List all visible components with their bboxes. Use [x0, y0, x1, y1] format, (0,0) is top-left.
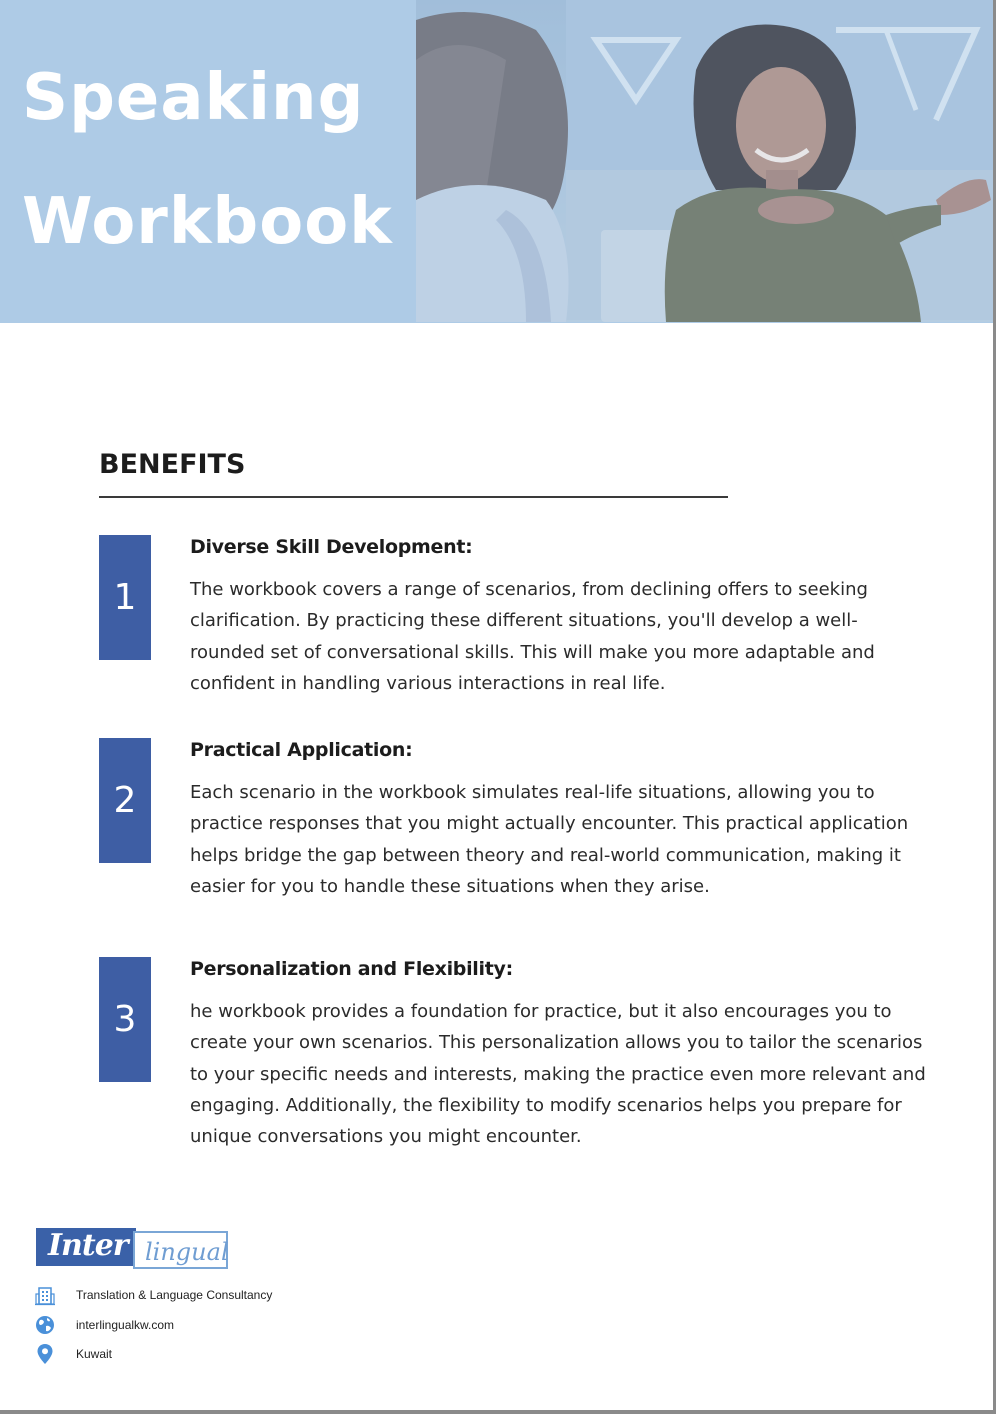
benefit-title: Practical Application:: [190, 739, 413, 761]
website-link[interactable]: interlingualkw.com: [76, 1318, 175, 1332]
title-line-2: Workbook: [22, 185, 393, 259]
benefits-heading: BENEFITS: [99, 449, 246, 480]
title-line-1: Speaking: [22, 61, 365, 135]
location-pin-icon: [34, 1343, 56, 1365]
benefit-description: The workbook covers a range of scenarios, from declining offers to seeking clarification. By practicing these different situations, you'll develop a well-rounded set of conversational skills. This will make you more adaptable and confident in handling various interactions in real life.: [190, 579, 875, 694]
benefit-description: he workbook provides a foundation for practice, but it also encourages you to create your own scenarios. This personalization allows you to tailor the scenarios to your specific needs and interests, making the practice even more relevant and engaging. Additionally, the flexibility to modify scenarios helps you prepare for unique conversations you might encounter.: [190, 1001, 926, 1148]
header-band: [0, 0, 993, 323]
benefit-description: Each scenario in the workbook simulates real-life situations, allowing you to practice responses that you might actually encounter. This practical application helps bridge the gap between theory and real-world communication, making it easier for you to handle these situations when they arise.: [190, 782, 909, 897]
benefit-number-badge: 1: [99, 535, 151, 660]
benefit-number-badge: 2: [99, 738, 151, 863]
logo-inter-part: Inter: [36, 1228, 136, 1266]
contact-row-company: [34, 1284, 434, 1308]
location-text: Kuwait: [76, 1347, 113, 1361]
benefit-title: Diverse Skill Development:: [190, 536, 473, 558]
contact-row-location: [34, 1343, 434, 1367]
page-edge: [0, 1410, 996, 1414]
header-photo: [416, 0, 993, 322]
benefit-title: Personalization and Flexibility:: [190, 958, 513, 980]
globe-icon: [34, 1314, 56, 1336]
company-description: Translation & Language Consultancy: [76, 1288, 273, 1302]
logo-lingual-part: lingual: [133, 1231, 228, 1269]
contact-row-website: [34, 1314, 434, 1338]
heading-divider: [99, 496, 728, 498]
interlingual-logo: [36, 1228, 230, 1273]
benefit-number-badge: 3: [99, 957, 151, 1082]
page-title: [22, 36, 393, 284]
building-icon: [34, 1284, 56, 1306]
